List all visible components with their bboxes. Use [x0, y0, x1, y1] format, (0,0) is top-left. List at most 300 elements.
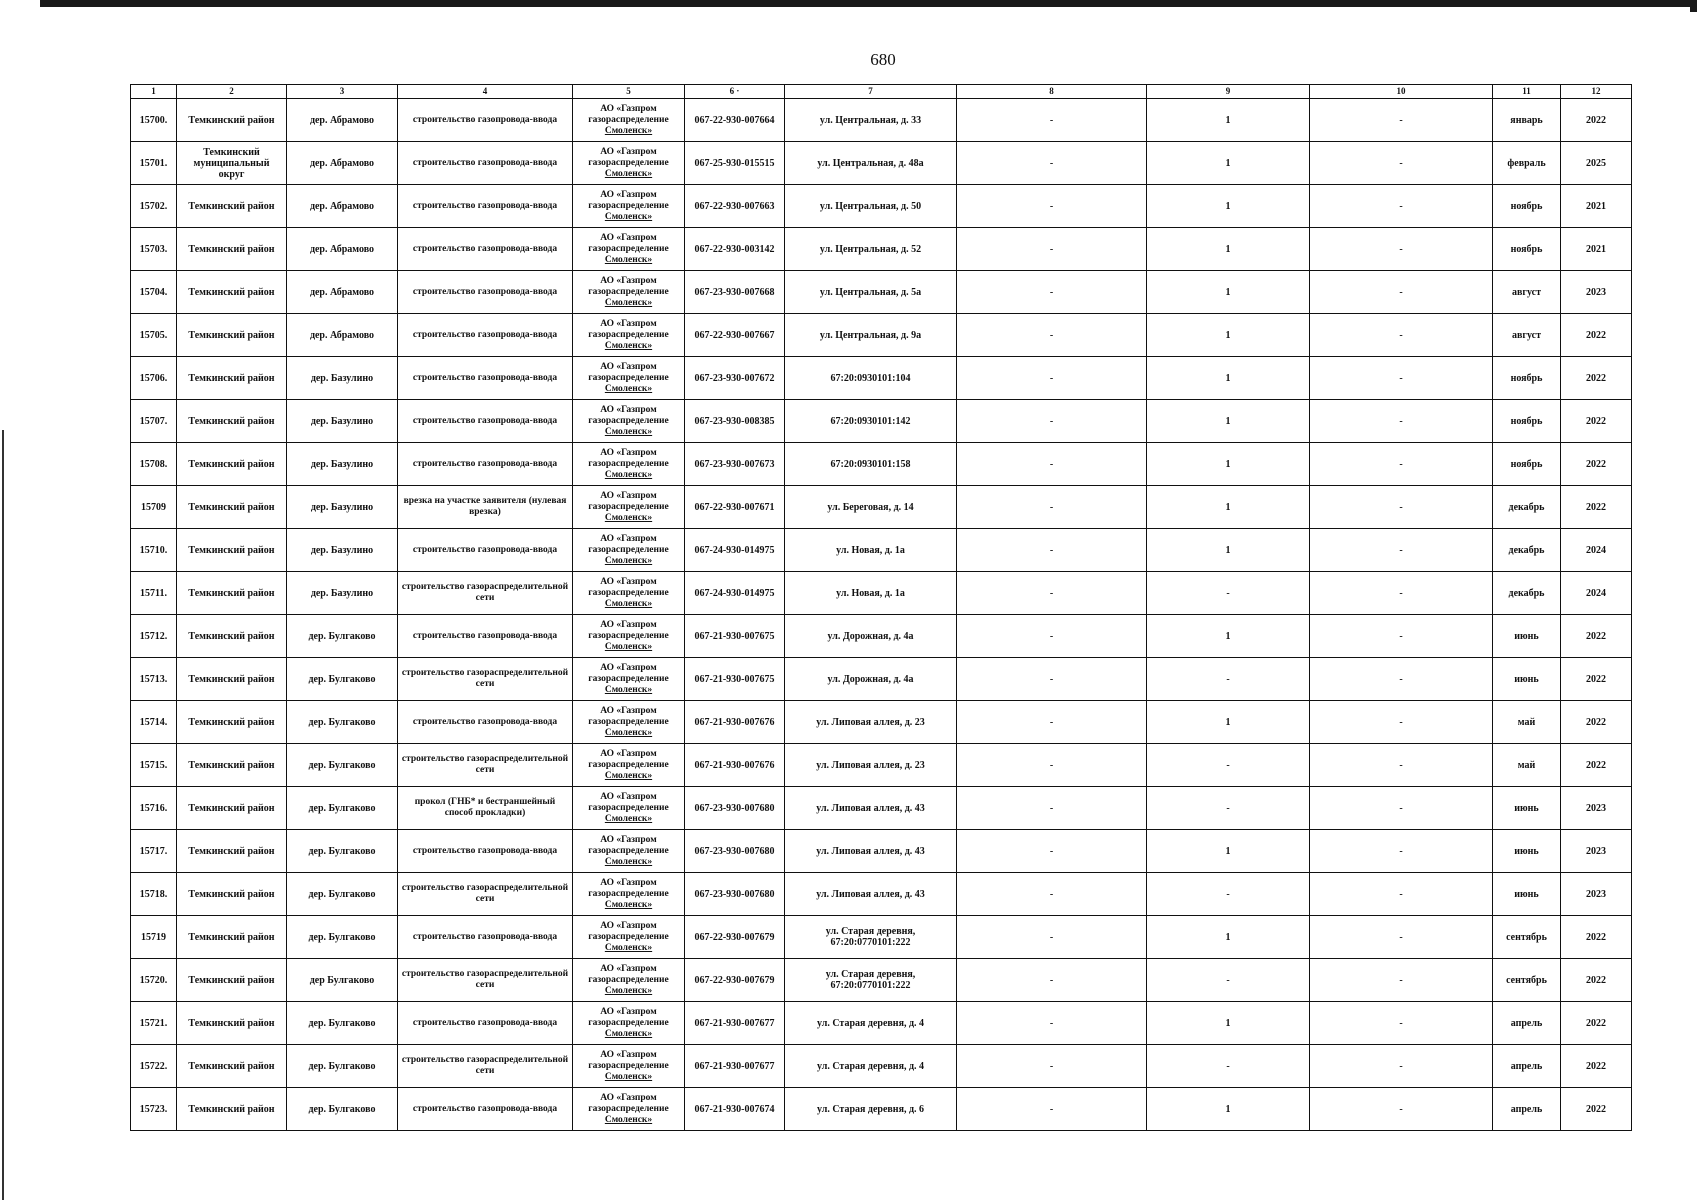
column-9-cell: 1	[1147, 185, 1310, 228]
column-header: 12	[1561, 85, 1632, 99]
village-cell: дер. Абрамово	[287, 185, 398, 228]
organization-line: АО «Газпром	[600, 834, 657, 845]
column-header: 6 ·	[685, 85, 785, 99]
organization-cell	[573, 615, 685, 658]
column-header: 9	[1147, 85, 1310, 99]
organization-line: газораспределение	[588, 372, 669, 383]
address-cell: ул. Липовая аллея, д. 23	[785, 744, 957, 787]
district-cell: Темкинский район	[177, 959, 287, 1002]
address-cell: ул. Липовая аллея, д. 43	[785, 873, 957, 916]
row-number: 15707.	[131, 400, 177, 443]
work-type-cell: строительство газопровода-ввода	[398, 400, 573, 443]
village-cell: дер. Булгаково	[287, 830, 398, 873]
month-cell: ноябрь	[1493, 400, 1561, 443]
row-number: 15715.	[131, 744, 177, 787]
address-cell: ул. Старая деревня, д. 4	[785, 1002, 957, 1045]
organization-cell	[573, 1002, 685, 1045]
row-number: 15723.	[131, 1088, 177, 1131]
column-8-cell: -	[957, 701, 1147, 744]
month-cell: май	[1493, 744, 1561, 787]
organization-line: газораспределение	[588, 802, 669, 813]
table-row	[131, 486, 1632, 529]
organization-line: газораспределение	[588, 286, 669, 297]
column-8-cell: -	[957, 1002, 1147, 1045]
year-cell: 2023	[1561, 873, 1632, 916]
organization-cell	[573, 357, 685, 400]
column-9-cell: 1	[1147, 701, 1310, 744]
table-row	[131, 744, 1632, 787]
month-cell: январь	[1493, 99, 1561, 142]
district-cell: Темкинский район	[177, 916, 287, 959]
column-9-cell: -	[1147, 873, 1310, 916]
work-type-cell: строительство газопровода-ввода	[398, 1002, 573, 1045]
work-type-cell: строительство газопровода-ввода	[398, 529, 573, 572]
month-cell: май	[1493, 701, 1561, 744]
organization-line: газораспределение	[588, 888, 669, 899]
organization-line: газораспределение	[588, 243, 669, 254]
organization-cell	[573, 873, 685, 916]
village-cell: дер. Абрамово	[287, 271, 398, 314]
work-type-cell: строительство газопровода-ввода	[398, 916, 573, 959]
district-cell: Темкинский район	[177, 1088, 287, 1131]
table-row	[131, 400, 1632, 443]
year-cell: 2024	[1561, 529, 1632, 572]
organization-line: газораспределение	[588, 673, 669, 684]
table-row	[131, 615, 1632, 658]
organization-line: АО «Газпром	[600, 1049, 657, 1060]
column-10-cell: -	[1310, 529, 1493, 572]
month-cell: июнь	[1493, 658, 1561, 701]
organization-line: АО «Газпром	[600, 1006, 657, 1017]
column-10-cell: -	[1310, 916, 1493, 959]
column-9-cell: -	[1147, 959, 1310, 1002]
district-cell: Темкинский район	[177, 658, 287, 701]
work-type-cell: строительство газопровода-ввода	[398, 443, 573, 486]
organization-cell	[573, 271, 685, 314]
row-number: 15720.	[131, 959, 177, 1002]
column-10-cell: -	[1310, 830, 1493, 873]
village-cell: дер. Булгаково	[287, 701, 398, 744]
organization-line: АО «Газпром	[600, 877, 657, 888]
column-10-cell: -	[1310, 1088, 1493, 1131]
application-code-cell: 067-22-930-007667	[685, 314, 785, 357]
column-10-cell: -	[1310, 142, 1493, 185]
organization-line: газораспределение	[588, 200, 669, 211]
column-9-cell: 1	[1147, 916, 1310, 959]
organization-line: Смоленск»	[604, 641, 653, 652]
organization-line: АО «Газпром	[600, 318, 657, 329]
page-number: 680	[870, 50, 896, 69]
column-9-cell: 1	[1147, 99, 1310, 142]
column-header: 7	[785, 85, 957, 99]
month-cell: июнь	[1493, 873, 1561, 916]
column-8-cell: -	[957, 314, 1147, 357]
district-cell: Темкинский район	[177, 572, 287, 615]
year-cell: 2022	[1561, 658, 1632, 701]
village-cell: дер. Абрамово	[287, 228, 398, 271]
application-code-cell: 067-23-930-007680	[685, 787, 785, 830]
organization-line: Смоленск»	[604, 684, 653, 695]
row-number: 15702.	[131, 185, 177, 228]
organization-line: Смоленск»	[604, 942, 653, 953]
organization-cell	[573, 916, 685, 959]
row-number: 15713.	[131, 658, 177, 701]
work-type-cell: строительство газопровода-ввода	[398, 615, 573, 658]
column-9-cell: 1	[1147, 400, 1310, 443]
village-cell: дер. Абрамово	[287, 142, 398, 185]
column-10-cell: -	[1310, 185, 1493, 228]
organization-line: газораспределение	[588, 114, 669, 125]
column-8-cell: -	[957, 529, 1147, 572]
village-cell: дер. Булгаково	[287, 1045, 398, 1088]
column-header: 8	[957, 85, 1147, 99]
district-cell: Темкинский район	[177, 99, 287, 142]
address-cell: ул. Старая деревня, 67:20:0770101:222	[785, 959, 957, 1002]
work-type-cell: прокол (ГНБ* и бестраншейный способ прокладки)	[398, 787, 573, 830]
table-row	[131, 142, 1632, 185]
work-type-cell: строительство газораспределительной сети	[398, 744, 573, 787]
row-number: 15700.	[131, 99, 177, 142]
district-cell: Темкинский район	[177, 357, 287, 400]
table-row	[131, 314, 1632, 357]
district-cell: Темкинский район	[177, 271, 287, 314]
column-9-cell: 1	[1147, 142, 1310, 185]
column-9-cell: -	[1147, 744, 1310, 787]
month-cell: декабрь	[1493, 486, 1561, 529]
organization-cell	[573, 701, 685, 744]
year-cell: 2022	[1561, 744, 1632, 787]
month-cell: август	[1493, 314, 1561, 357]
column-10-cell: -	[1310, 314, 1493, 357]
column-8-cell: -	[957, 787, 1147, 830]
district-cell: Темкинский муниципальный округ	[177, 142, 287, 185]
district-cell: Темкинский район	[177, 787, 287, 830]
column-9-cell: 1	[1147, 357, 1310, 400]
organization-line: АО «Газпром	[600, 404, 657, 415]
organization-line: Смоленск»	[604, 1028, 653, 1039]
column-header: 2	[177, 85, 287, 99]
column-10-cell: -	[1310, 572, 1493, 615]
column-8-cell: -	[957, 99, 1147, 142]
work-type-cell: строительство газопровода-ввода	[398, 228, 573, 271]
column-9-cell: 1	[1147, 443, 1310, 486]
month-cell: сентябрь	[1493, 916, 1561, 959]
village-cell: дер. Базулино	[287, 529, 398, 572]
address-cell: ул. Центральная, д. 9а	[785, 314, 957, 357]
column-8-cell: -	[957, 873, 1147, 916]
organization-line: газораспределение	[588, 845, 669, 856]
village-cell: дер. Базулино	[287, 357, 398, 400]
organization-cell	[573, 529, 685, 572]
year-cell: 2021	[1561, 185, 1632, 228]
left-border-rule	[2, 430, 4, 1200]
address-cell: ул. Центральная, д. 5а	[785, 271, 957, 314]
column-9-cell: -	[1147, 787, 1310, 830]
table-row	[131, 443, 1632, 486]
work-type-cell: строительство газопровода-ввода	[398, 314, 573, 357]
organization-line: АО «Газпром	[600, 189, 657, 200]
organization-line: АО «Газпром	[600, 146, 657, 157]
organization-line: АО «Газпром	[600, 963, 657, 974]
column-8-cell: -	[957, 486, 1147, 529]
table-row	[131, 1002, 1632, 1045]
work-type-cell: строительство газораспределительной сети	[398, 873, 573, 916]
work-type-cell: строительство газораспределительной сети	[398, 572, 573, 615]
address-cell: 67:20:0930101:104	[785, 357, 957, 400]
organization-line: газораспределение	[588, 974, 669, 985]
row-number: 15704.	[131, 271, 177, 314]
column-10-cell: -	[1310, 701, 1493, 744]
column-10-cell: -	[1310, 1002, 1493, 1045]
district-cell: Темкинский район	[177, 830, 287, 873]
column-9-cell: 1	[1147, 1002, 1310, 1045]
organization-cell	[573, 99, 685, 142]
month-cell: июнь	[1493, 787, 1561, 830]
address-cell: ул. Старая деревня, д. 6	[785, 1088, 957, 1131]
year-cell: 2022	[1561, 1002, 1632, 1045]
row-number: 15718.	[131, 873, 177, 916]
address-cell: ул. Липовая аллея, д. 23	[785, 701, 957, 744]
table-row	[131, 529, 1632, 572]
organization-cell	[573, 572, 685, 615]
organization-cell	[573, 744, 685, 787]
work-type-cell: строительство газораспределительной сети	[398, 1045, 573, 1088]
village-cell: дер Булгаково	[287, 959, 398, 1002]
application-code-cell: 067-22-930-003142	[685, 228, 785, 271]
district-cell: Темкинский район	[177, 1002, 287, 1045]
organization-line: АО «Газпром	[600, 275, 657, 286]
year-cell: 2023	[1561, 787, 1632, 830]
organization-line: газораспределение	[588, 415, 669, 426]
year-cell: 2022	[1561, 443, 1632, 486]
column-header: 5	[573, 85, 685, 99]
column-10-cell: -	[1310, 744, 1493, 787]
organization-line: газораспределение	[588, 458, 669, 469]
column-9-cell: 1	[1147, 486, 1310, 529]
year-cell: 2021	[1561, 228, 1632, 271]
column-8-cell: -	[957, 400, 1147, 443]
year-cell: 2022	[1561, 99, 1632, 142]
organization-cell	[573, 443, 685, 486]
column-8-cell: -	[957, 916, 1147, 959]
organization-line: АО «Газпром	[600, 447, 657, 458]
month-cell: декабрь	[1493, 529, 1561, 572]
organization-line: Смоленск»	[604, 813, 653, 824]
row-number: 15709	[131, 486, 177, 529]
address-cell: ул. Центральная, д. 50	[785, 185, 957, 228]
application-code-cell: 067-23-930-007668	[685, 271, 785, 314]
table-row	[131, 271, 1632, 314]
organization-line: АО «Газпром	[600, 490, 657, 501]
application-code-cell: 067-21-930-007676	[685, 744, 785, 787]
application-code-cell: 067-24-930-014975	[685, 529, 785, 572]
district-cell: Темкинский район	[177, 873, 287, 916]
work-type-cell: строительство газопровода-ввода	[398, 701, 573, 744]
organization-line: газораспределение	[588, 716, 669, 727]
table-row	[131, 357, 1632, 400]
organization-cell	[573, 185, 685, 228]
column-10-cell: -	[1310, 486, 1493, 529]
column-header: 10	[1310, 85, 1493, 99]
organization-line: АО «Газпром	[600, 662, 657, 673]
work-type-cell: строительство газопровода-ввода	[398, 830, 573, 873]
column-9-cell: -	[1147, 1045, 1310, 1088]
address-cell: ул. Старая деревня, 67:20:0770101:222	[785, 916, 957, 959]
address-cell: ул. Центральная, д. 48а	[785, 142, 957, 185]
village-cell: дер. Абрамово	[287, 99, 398, 142]
work-type-cell: строительство газораспределительной сети	[398, 658, 573, 701]
organization-line: АО «Газпром	[600, 103, 657, 114]
year-cell: 2022	[1561, 1045, 1632, 1088]
row-number: 15721.	[131, 1002, 177, 1045]
organization-cell	[573, 1045, 685, 1088]
table-row	[131, 787, 1632, 830]
organization-line: газораспределение	[588, 1017, 669, 1028]
organization-line: АО «Газпром	[600, 791, 657, 802]
year-cell: 2022	[1561, 701, 1632, 744]
month-cell: сентябрь	[1493, 959, 1561, 1002]
address-cell: ул. Липовая аллея, д. 43	[785, 830, 957, 873]
application-code-cell: 067-21-930-007675	[685, 615, 785, 658]
organization-line: газораспределение	[588, 1060, 669, 1071]
month-cell: апрель	[1493, 1002, 1561, 1045]
application-code-cell: 067-21-930-007677	[685, 1045, 785, 1088]
organization-cell	[573, 228, 685, 271]
organization-line: Смоленск»	[604, 770, 653, 781]
address-cell: ул. Береговая, д. 14	[785, 486, 957, 529]
village-cell: дер. Булгаково	[287, 744, 398, 787]
application-code-cell: 067-21-930-007676	[685, 701, 785, 744]
row-number: 15711.	[131, 572, 177, 615]
year-cell: 2023	[1561, 830, 1632, 873]
organization-line: Смоленск»	[604, 1071, 653, 1082]
work-type-cell: врезка на участке заявителя (нулевая врезка)	[398, 486, 573, 529]
village-cell: дер. Базулино	[287, 400, 398, 443]
column-8-cell: -	[957, 228, 1147, 271]
application-code-cell: 067-21-930-007677	[685, 1002, 785, 1045]
work-type-cell: строительство газопровода-ввода	[398, 99, 573, 142]
row-number: 15722.	[131, 1045, 177, 1088]
address-cell: ул. Дорожная, д. 4а	[785, 615, 957, 658]
organization-cell	[573, 658, 685, 701]
table-row	[131, 1045, 1632, 1088]
application-code-cell: 067-23-930-007680	[685, 830, 785, 873]
application-code-cell: 067-22-930-007679	[685, 959, 785, 1002]
organization-line: газораспределение	[588, 157, 669, 168]
organization-line: Смоленск»	[604, 168, 653, 179]
column-8-cell: -	[957, 615, 1147, 658]
application-code-cell: 067-22-930-007671	[685, 486, 785, 529]
district-cell: Темкинский район	[177, 314, 287, 357]
year-cell: 2022	[1561, 615, 1632, 658]
month-cell: декабрь	[1493, 572, 1561, 615]
organization-line: Смоленск»	[604, 254, 653, 265]
month-cell: ноябрь	[1493, 228, 1561, 271]
organization-line: Смоленск»	[604, 555, 653, 566]
year-cell: 2022	[1561, 916, 1632, 959]
district-cell: Темкинский район	[177, 744, 287, 787]
year-cell: 2022	[1561, 400, 1632, 443]
village-cell: дер. Булгаково	[287, 787, 398, 830]
row-number: 15719	[131, 916, 177, 959]
year-cell: 2024	[1561, 572, 1632, 615]
row-number: 15705.	[131, 314, 177, 357]
column-10-cell: -	[1310, 271, 1493, 314]
column-8-cell: -	[957, 658, 1147, 701]
column-8-cell: -	[957, 744, 1147, 787]
year-cell: 2022	[1561, 314, 1632, 357]
organization-line: Смоленск»	[604, 125, 653, 136]
organization-cell	[573, 1088, 685, 1131]
address-cell: ул. Старая деревня, д. 4	[785, 1045, 957, 1088]
village-cell: дер. Базулино	[287, 486, 398, 529]
organization-line: Смоленск»	[604, 727, 653, 738]
organization-line: Смоленск»	[604, 985, 653, 996]
year-cell: 2022	[1561, 959, 1632, 1002]
address-cell: ул. Центральная, д. 52	[785, 228, 957, 271]
organization-cell	[573, 400, 685, 443]
column-9-cell: 1	[1147, 830, 1310, 873]
organization-line: Смоленск»	[604, 598, 653, 609]
application-code-cell: 067-23-930-008385	[685, 400, 785, 443]
work-type-cell: строительство газораспределительной сети	[398, 959, 573, 1002]
application-code-cell: 067-23-930-007672	[685, 357, 785, 400]
organization-line: АО «Газпром	[600, 1092, 657, 1103]
row-number: 15716.	[131, 787, 177, 830]
table-row	[131, 1088, 1632, 1131]
column-10-cell: -	[1310, 400, 1493, 443]
application-code-cell: 067-23-930-007673	[685, 443, 785, 486]
table-row	[131, 959, 1632, 1002]
organization-line: Смоленск»	[604, 1114, 653, 1125]
table-row	[131, 873, 1632, 916]
column-9-cell: 1	[1147, 615, 1310, 658]
column-8-cell: -	[957, 142, 1147, 185]
organization-line: газораспределение	[588, 329, 669, 340]
work-type-cell: строительство газопровода-ввода	[398, 185, 573, 228]
column-10-cell: -	[1310, 658, 1493, 701]
district-cell: Темкинский район	[177, 400, 287, 443]
application-code-cell: 067-24-930-014975	[685, 572, 785, 615]
district-cell: Темкинский район	[177, 1045, 287, 1088]
column-8-cell: -	[957, 357, 1147, 400]
organization-line: газораспределение	[588, 1103, 669, 1114]
organization-line: АО «Газпром	[600, 619, 657, 630]
organization-line: АО «Газпром	[600, 533, 657, 544]
village-cell: дер. Булгаково	[287, 916, 398, 959]
village-cell: дер. Базулино	[287, 572, 398, 615]
column-9-cell: 1	[1147, 228, 1310, 271]
address-cell: ул. Центральная, д. 33	[785, 99, 957, 142]
organization-line: Смоленск»	[604, 899, 653, 910]
month-cell: июнь	[1493, 830, 1561, 873]
district-cell: Темкинский район	[177, 529, 287, 572]
month-cell: ноябрь	[1493, 357, 1561, 400]
row-number: 15706.	[131, 357, 177, 400]
column-8-cell: -	[957, 185, 1147, 228]
column-10-cell: -	[1310, 228, 1493, 271]
row-number: 15708.	[131, 443, 177, 486]
organization-line: газораспределение	[588, 544, 669, 555]
address-cell: 67:20:0930101:158	[785, 443, 957, 486]
row-number: 15712.	[131, 615, 177, 658]
table-row	[131, 701, 1632, 744]
village-cell: дер. Базулино	[287, 443, 398, 486]
village-cell: дер. Булгаково	[287, 1002, 398, 1045]
application-code-cell: 067-22-930-007664	[685, 99, 785, 142]
district-cell: Темкинский район	[177, 486, 287, 529]
organization-line: АО «Газпром	[600, 748, 657, 759]
